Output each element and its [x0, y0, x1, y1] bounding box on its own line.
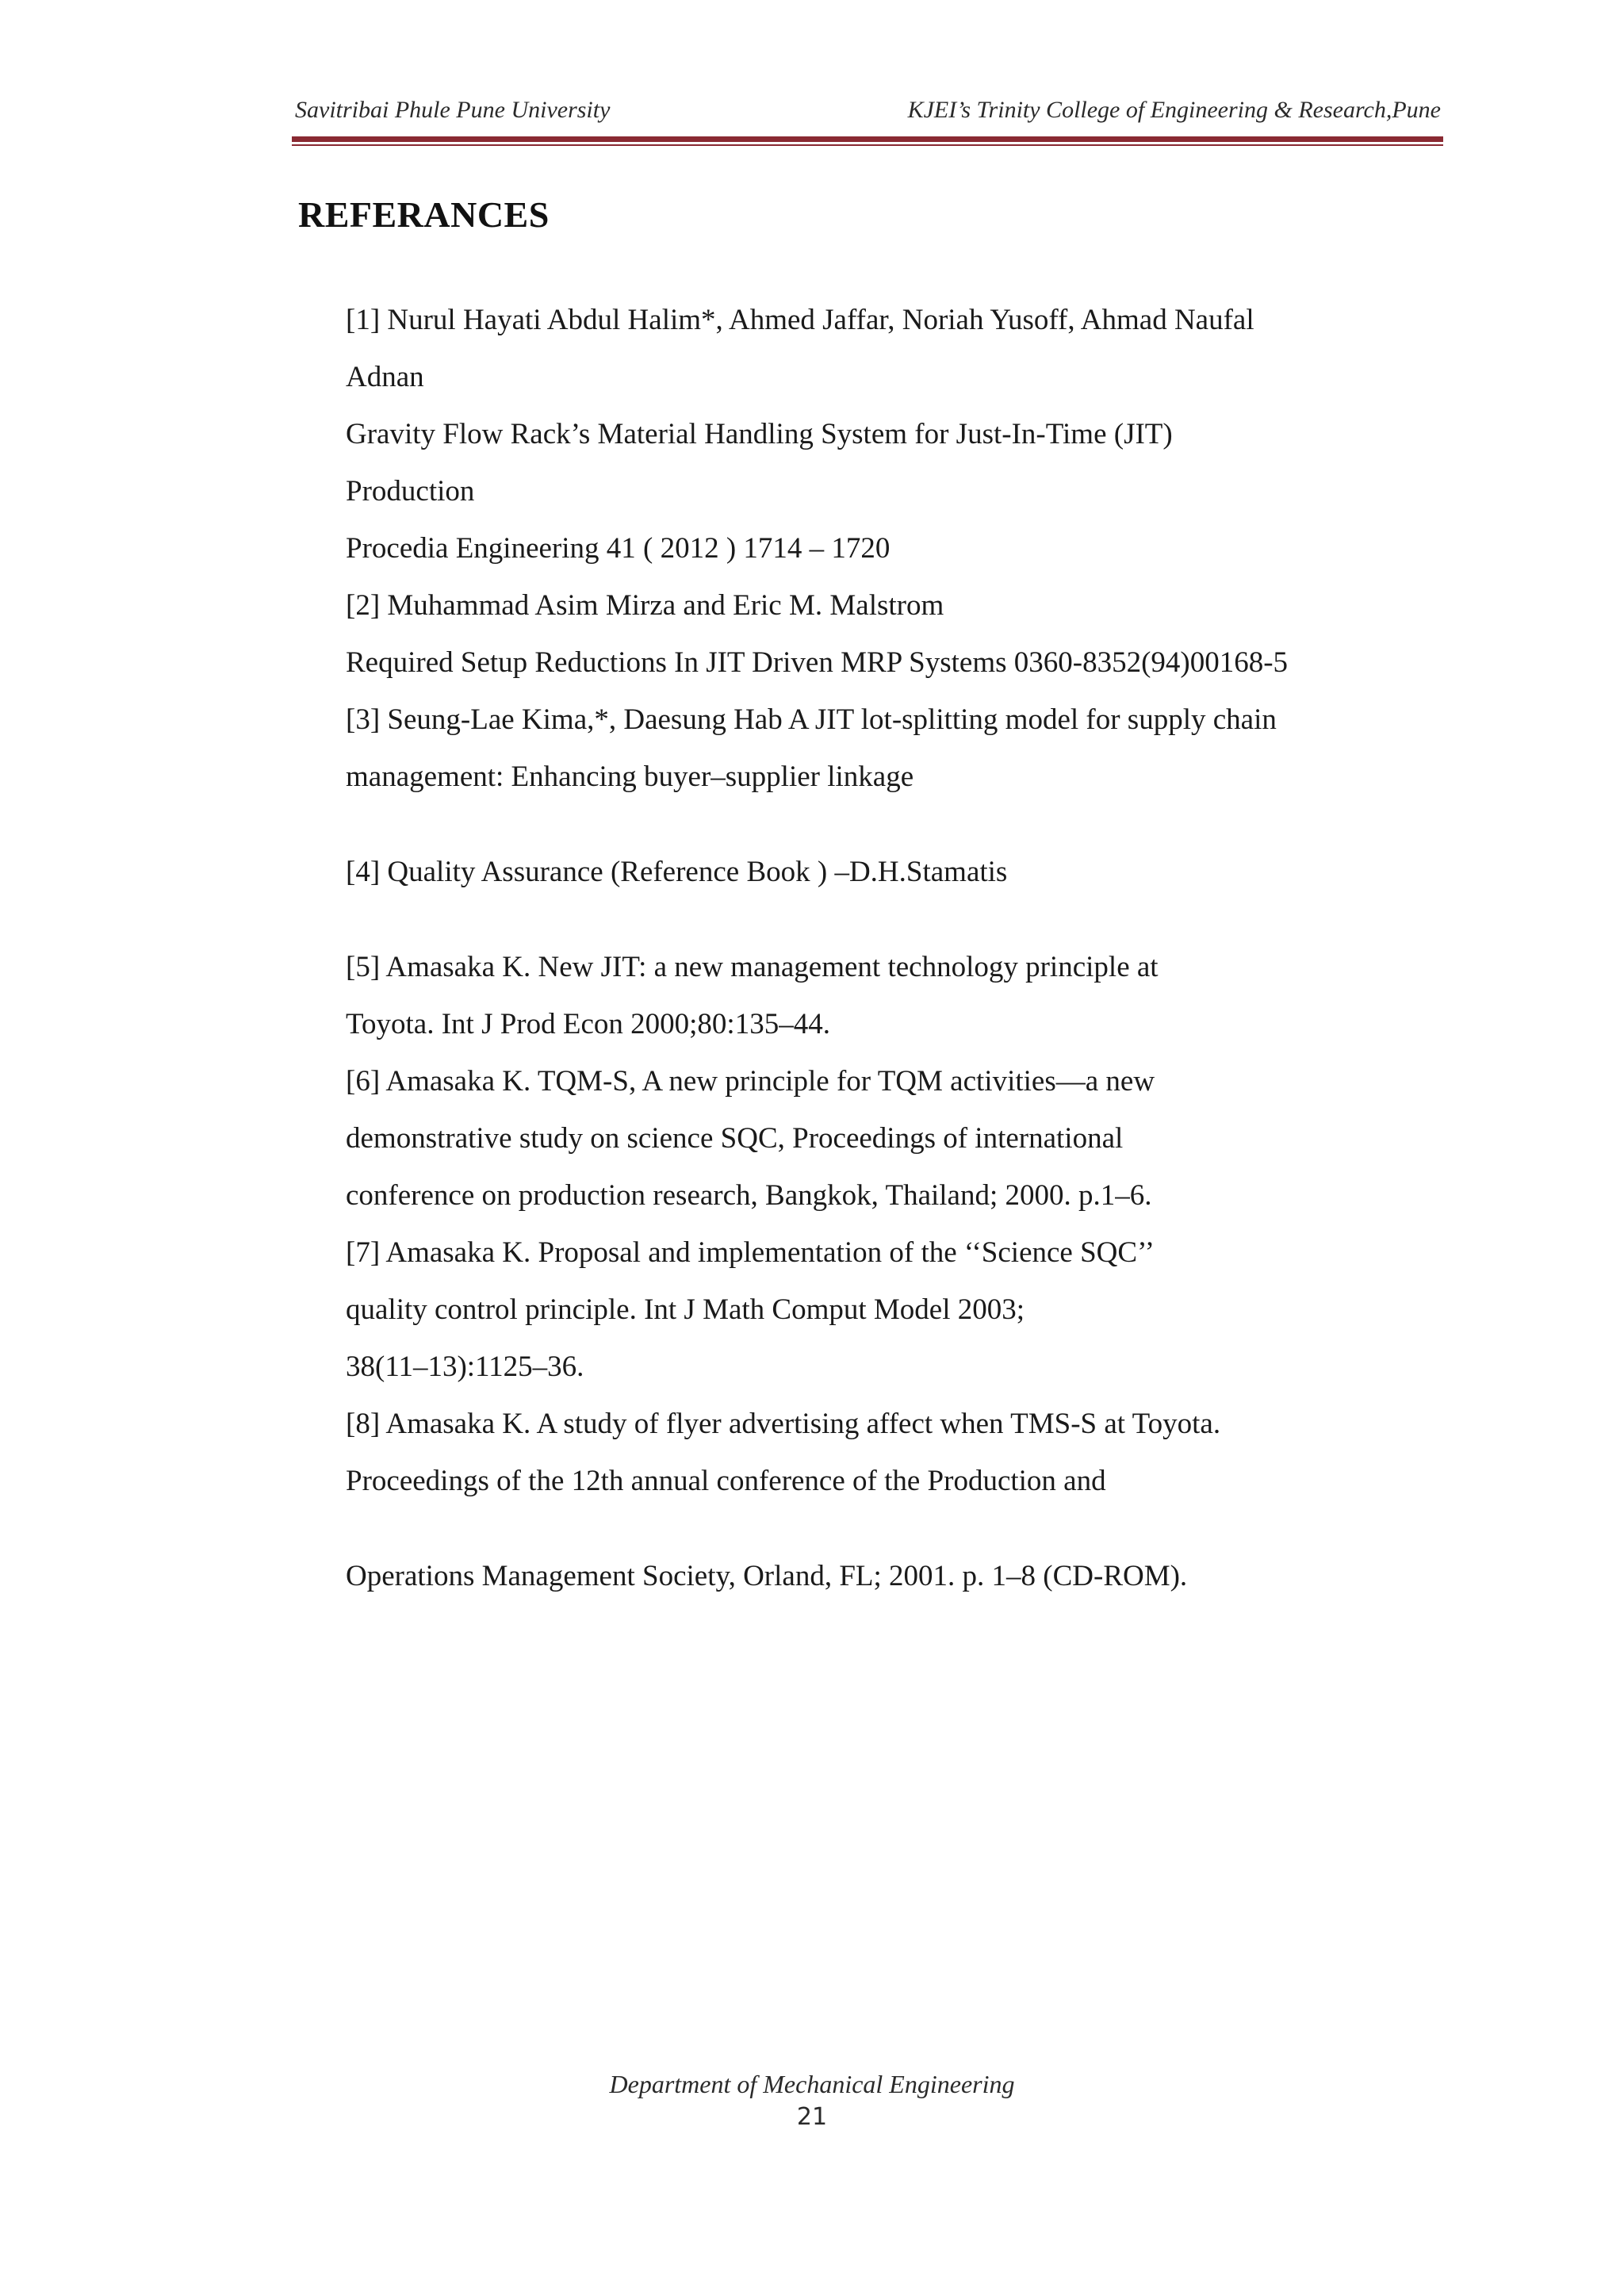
ref-7-line-3: 38(11–13):1125–36. [346, 1351, 584, 1383]
header-university: Savitribai Phule Pune University [295, 97, 611, 123]
header-college: KJEI’s Trinity College of Engineering & Research,Pune [907, 97, 1441, 123]
ref-5-line-1: [5] Amasaka K. New JIT: a new management technology principle at [346, 951, 1159, 983]
ref-7-line-2: quality control principle. Int J Math Comput Model 2003; [346, 1293, 1025, 1326]
ref-7-line-1: [7] Amasaka K. Proposal and implementation of the ‘‘Science SQC’’ [346, 1236, 1155, 1269]
ref-1-line-4: Production [346, 475, 475, 508]
ref-5-line-2: Toyota. Int J Prod Econ 2000;80:135–44. [346, 1008, 830, 1040]
ref-3-line-1: [3] Seung-Lae Kima,*, Daesung Hab A JIT lot-splitting model for supply chain [346, 703, 1277, 736]
ref-2-line-1: [2] Muhammad Asim Mirza and Eric M. Malstrom [346, 589, 944, 622]
page-number: 21 [796, 2103, 828, 2131]
header-rule-thin [292, 144, 1443, 146]
ref-1-line-2: Adnan [346, 361, 424, 393]
ref-1-line-3: Gravity Flow Rack’s Material Handling System for Just-In-Time (JIT) [346, 418, 1173, 450]
ref-6-line-2: demonstrative study on science SQC, Proceedings of international [346, 1122, 1124, 1155]
header-rule-thick [292, 136, 1443, 142]
ref-6-line-3: conference on production research, Bangkok, Thailand; 2000. p.1–6. [346, 1179, 1152, 1212]
ref-1-line-1: [1] Nurul Hayati Abdul Halim*, Ahmed Jaffar, Noriah Yusoff, Ahmad Naufal [346, 304, 1254, 336]
ref-4-line-1: [4] Quality Assurance (Reference Book ) –D.H.Stamatis [346, 856, 1008, 888]
section-title: REFERANCES [298, 194, 550, 235]
ref-2-line-2: Required Setup Reductions In JIT Driven MRP Systems 0360-8352(94)00168-5 [346, 646, 1289, 679]
footer-department: Department of Mechanical Engineering [609, 2070, 1015, 2098]
page-header [295, 97, 1441, 133]
ref-3-line-2: management: Enhancing buyer–supplier linkage [346, 761, 914, 793]
ref-8-line-1: [8] Amasaka K. A study of flyer advertising affect when TMS-S at Toyota. [346, 1408, 1221, 1440]
ref-1-line-5: Procedia Engineering 41 ( 2012 ) 1714 – 1720 [346, 532, 891, 565]
ref-8-line-3: Operations Management Society, Orland, FL; 2001. p. 1–8 (CD-ROM). [346, 1560, 1188, 1592]
ref-8-line-2: Proceedings of the 12th annual conference of the Production and [346, 1465, 1106, 1497]
ref-6-line-1: [6] Amasaka K. TQM-S, A new principle for TQM activities—a new [346, 1065, 1155, 1098]
